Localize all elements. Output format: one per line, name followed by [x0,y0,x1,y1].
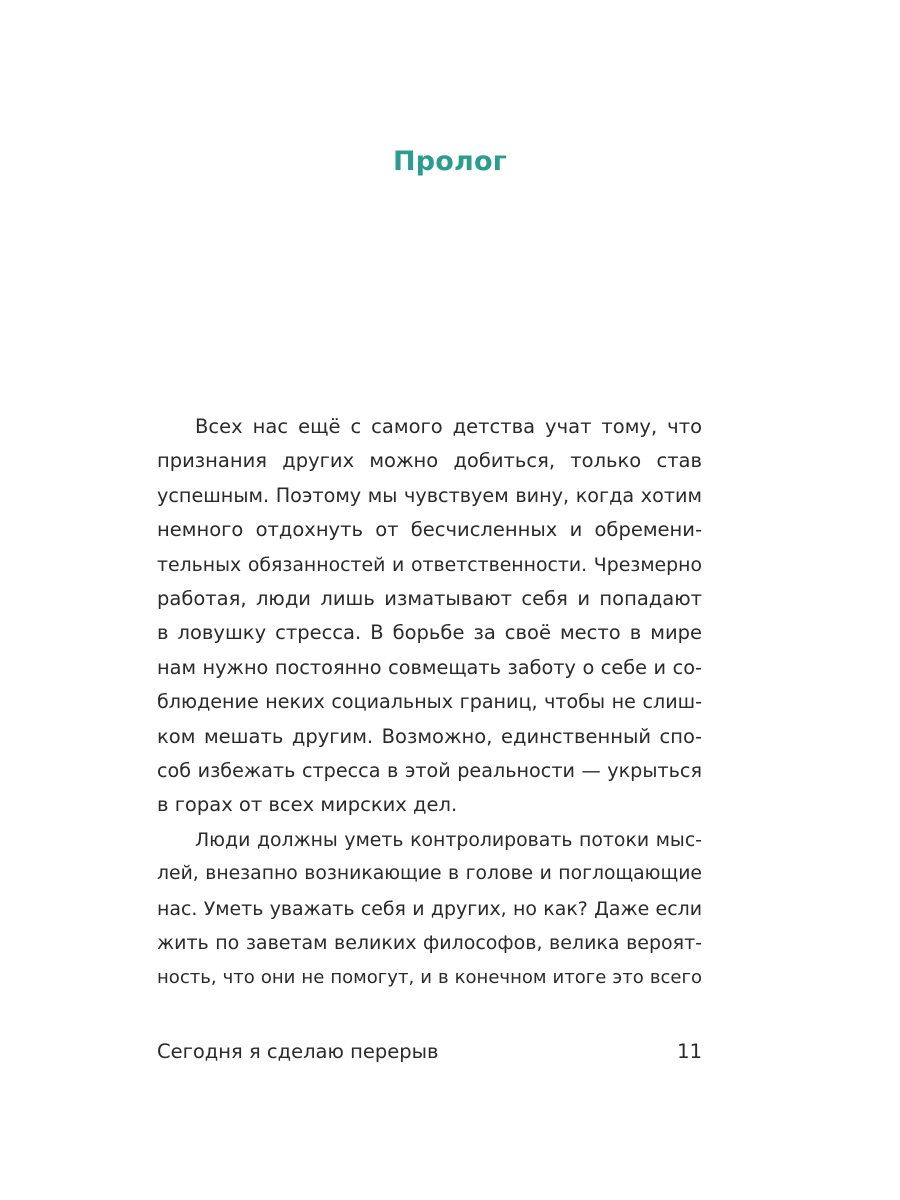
paragraph-1-line-5: тельных обязанностей и ответственности. Чрезмерно [157,553,702,576]
paragraph-1-line-7: в ловушку стресса. В борьбе за своё место в мире [157,621,702,645]
paragraph-1-line-9: блюдение неких социальных границ, чтобы не слиш- [157,690,702,714]
paragraph-1-line-8: нам нужно постоянно совмещать заботу о себе и со- [157,655,702,679]
paragraph-2-line-4: жить по заветам великих философов, велика вероят- [157,932,702,955]
paragraph-2-line-5: ность, что они не помогут, и в конечном итоге это всего [157,966,702,988]
paragraph-1-line-4: немного отдохнуть от бесчисленных и обремени- [157,518,702,542]
paragraph-1-line-3: успешным. Поэтому мы чувствуем вину, когда хотим [157,483,702,507]
body-text [157,410,702,995]
paragraph-1-line-6: работая, люди лишь изматывают себя и попадают [157,587,702,611]
paragraph-1-line-11: соб избежать стресса в этой реальности — укрыться [157,759,702,783]
paragraph-2-line-2: лей, внезапно возникающие в голове и поглощающие [157,863,702,885]
paragraph-1-line-2: признания других можно добиться, только став [157,449,702,473]
paragraph-2-line-3: нас. Уметь уважать себя и других, но как? Даже если [157,897,702,920]
footer-book-title: Сегодня я сделаю перерыв [157,1040,439,1063]
paragraph-2-line-1: Люди должны уметь контролировать потоки мыс- [195,828,702,851]
page-title: Пролог [392,146,508,177]
paragraph-1-line-1: Всех нас ещё с самого детства учат тому, что [195,415,702,438]
paragraph-1-line-12: в горах от всех мирских дел. [157,793,458,817]
page-number: 11 [677,1040,702,1063]
paragraph-1-line-10: ком мешать другим. Возможно, единственный спо- [157,724,702,748]
